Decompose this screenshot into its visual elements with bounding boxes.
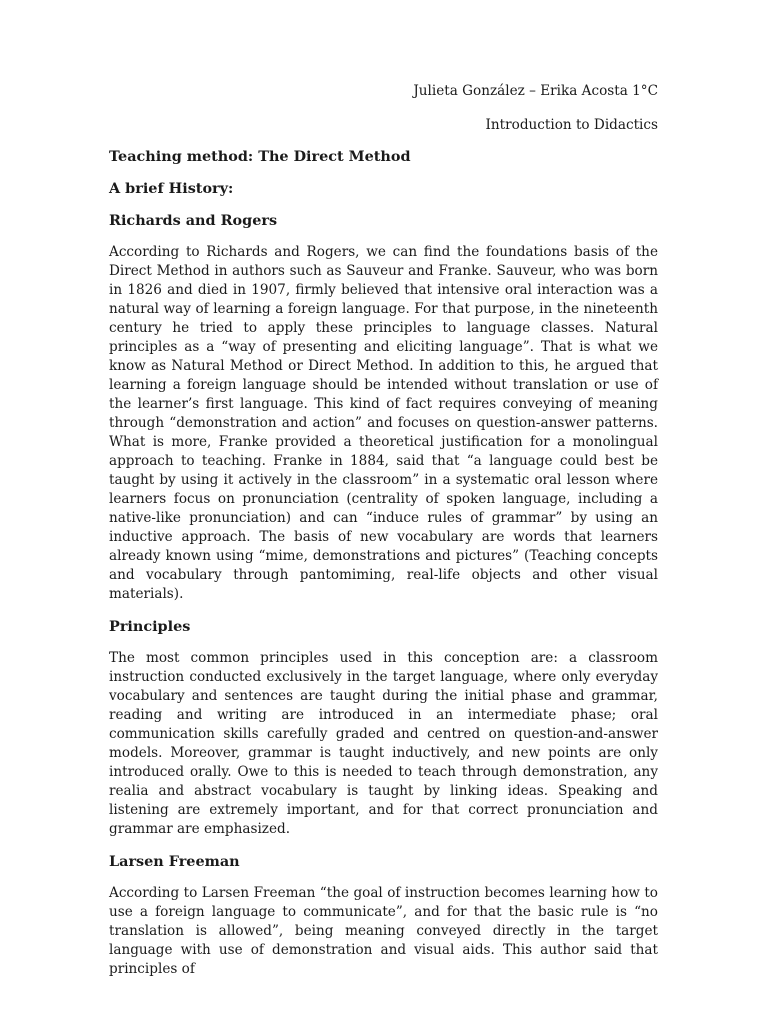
authors-line: Julieta González – Erika Acosta 1°C [413, 83, 658, 99]
section-paragraph-principles: The most common principles used in this conception are: a classroom instruction conducted exclusively in the target language, where only everyday vocabulary and sentences are taught during the initial phase and grammar, reading and writing are introduced in an intermediate phase; oral communication skills carefully graded and centred on question-and-answer models. Moreover, grammar is taught inductively, and new points are only introduced orally. Owe to this is needed to teach through demonstration, any realia and abstract vocabulary is taught by linking ideas. Speaking and listening are extremely important, and for that correct pronunciation and grammar are emphasized. [109, 650, 658, 837]
course-line: Introduction to Didactics [485, 117, 658, 133]
section-heading-richards-rogers: Richards and Rogers [109, 212, 278, 229]
document-title: Teaching method: The Direct Method [109, 148, 411, 165]
section-paragraph-larsen-freeman: According to Larsen Freeman “the goal of instruction becomes learning how to use a foreign language to communicate”, and for that the basic rule is “no translation is allowed”, being meaning conveyed directly in the target language with use of demonstration and visual aids. This author said that principles of [109, 885, 658, 977]
section-heading-principles: Principles [109, 618, 191, 635]
document-page [109, 82, 658, 979]
section-paragraph-richards-rogers: According to Richards and Rogers, we can find the foundations basis of the Direct Method in authors such as Sauveur and Franke. Sauveur, who was born in 1826 and died in 1907, firmly believed that intensive oral interaction was a natural way of learning a foreign language. For that purpose, in the nineteenth century he tried to apply these principles to language classes. Natural principles as a “way of presenting and eliciting language”. That is what we know as Natural Method or Direct Method. In addition to this, he argued that learning a foreign language should be intended without translation or use of the learner’s first language. This kind of fact requires conveying of meaning through “demonstration and action” and focuses on question-answer patterns. What is more, Franke provided a theoretical justification for a monolingual approach to teaching. Franke in 1884, said that “a language could best be taught by using it actively in the classroom” in a systematic oral lesson where learners focus on pronunciation (centrality of spoken language, including a native-like pronunciation) and can “induce rules of grammar” by using an inductive approach. The basis of new vocabulary are words that learners already known using “mime, demonstrations and pictures” (Teaching concepts and vocabulary through pantomiming, real-life objects and other visual materials). [109, 244, 658, 602]
document-subtitle: A brief History: [109, 180, 234, 197]
section-heading-larsen-freeman: Larsen Freeman [109, 853, 240, 870]
